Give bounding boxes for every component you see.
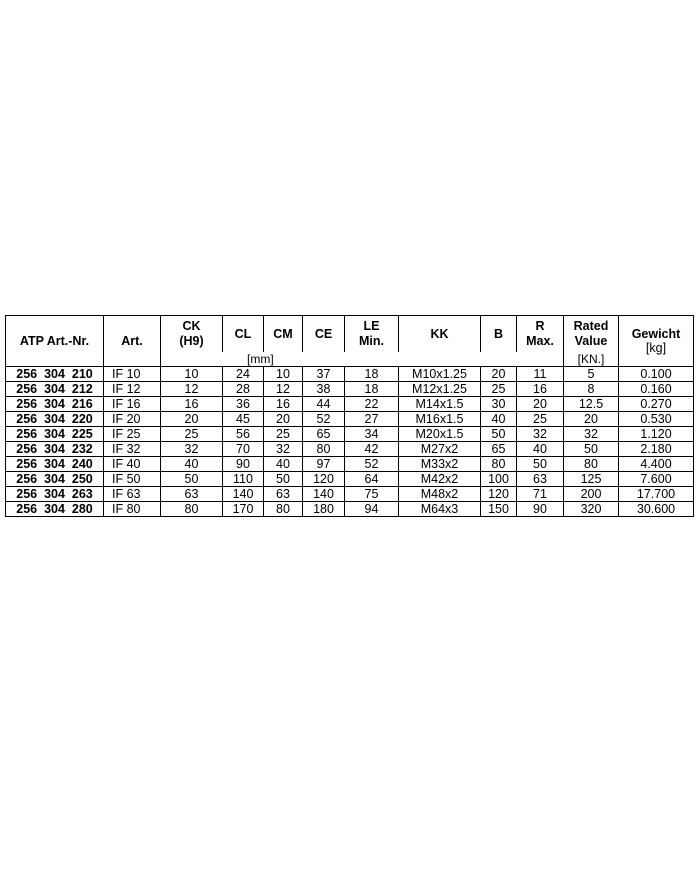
- cell-cl: 90: [223, 457, 264, 472]
- table-row: [6, 487, 694, 502]
- cell-rated: 5: [564, 367, 619, 382]
- cell-ck: 12: [161, 382, 223, 397]
- cell-cl: 70: [223, 442, 264, 457]
- cell-art: IF 63: [104, 487, 161, 502]
- cell-gewicht: 0.530: [619, 412, 694, 427]
- cell-r: 40: [517, 442, 564, 457]
- cell-art: IF 16: [104, 397, 161, 412]
- cell-gewicht: 17.700: [619, 487, 694, 502]
- col-header-b: B: [481, 316, 517, 353]
- table-row: [6, 502, 694, 517]
- cell-atp: 256 304 216: [6, 397, 104, 412]
- cell-r: 50: [517, 457, 564, 472]
- cell-ce: 97: [303, 457, 345, 472]
- cell-ck: 32: [161, 442, 223, 457]
- cell-cm: 32: [264, 442, 303, 457]
- cell-ck: 20: [161, 412, 223, 427]
- cell-b: 40: [481, 412, 517, 427]
- unit-mm: [mm]: [247, 352, 274, 366]
- cell-atp: 256 304 210: [6, 367, 104, 382]
- cell-kk: M42x2: [399, 472, 481, 487]
- cell-gewicht: 7.600: [619, 472, 694, 487]
- cell-b: 30: [481, 397, 517, 412]
- cell-atp: 256 304 212: [6, 382, 104, 397]
- cell-ce: 65: [303, 427, 345, 442]
- col-header-r: R Max.: [517, 316, 564, 353]
- cell-ck: 80: [161, 502, 223, 517]
- cell-le: 34: [345, 427, 399, 442]
- cell-cm: 25: [264, 427, 303, 442]
- cell-atp: 256 304 263: [6, 487, 104, 502]
- spec-table: [5, 315, 694, 517]
- cell-ck: 50: [161, 472, 223, 487]
- cell-kk: M20x1.5: [399, 427, 481, 442]
- cell-b: 25: [481, 382, 517, 397]
- cell-cm: 50: [264, 472, 303, 487]
- cell-rated: 200: [564, 487, 619, 502]
- col-header-cm: CM: [264, 316, 303, 353]
- cell-le: 27: [345, 412, 399, 427]
- cell-atp: 256 304 240: [6, 457, 104, 472]
- unit-kn: [KN.]: [564, 352, 619, 367]
- cell-ce: 180: [303, 502, 345, 517]
- cell-r: 63: [517, 472, 564, 487]
- cell-gewicht: 0.270: [619, 397, 694, 412]
- cell-ce: 37: [303, 367, 345, 382]
- cell-art: IF 50: [104, 472, 161, 487]
- cell-rated: 320: [564, 502, 619, 517]
- cell-gewicht: 2.180: [619, 442, 694, 457]
- cell-le: 52: [345, 457, 399, 472]
- cell-kk: M64x3: [399, 502, 481, 517]
- cell-rated: 80: [564, 457, 619, 472]
- cell-b: 20: [481, 367, 517, 382]
- cell-r: 25: [517, 412, 564, 427]
- cell-le: 18: [345, 382, 399, 397]
- cell-b: 80: [481, 457, 517, 472]
- unit-mm-cell: [161, 352, 564, 367]
- cell-art: IF 80: [104, 502, 161, 517]
- cell-le: 75: [345, 487, 399, 502]
- cell-cl: 36: [223, 397, 264, 412]
- col-header-rated: Rated Value: [564, 316, 619, 353]
- col-header-cl: CL: [223, 316, 264, 353]
- cell-cl: 170: [223, 502, 264, 517]
- cell-atp: 256 304 220: [6, 412, 104, 427]
- cell-r: 32: [517, 427, 564, 442]
- cell-kk: M16x1.5: [399, 412, 481, 427]
- cell-art: IF 40: [104, 457, 161, 472]
- col-header-le: LE Min.: [345, 316, 399, 353]
- cell-kk: M12x1.25: [399, 382, 481, 397]
- cell-gewicht: 4.400: [619, 457, 694, 472]
- cell-art: IF 25: [104, 427, 161, 442]
- cell-cl: 45: [223, 412, 264, 427]
- cell-rated: 50: [564, 442, 619, 457]
- cell-le: 42: [345, 442, 399, 457]
- cell-gewicht: 0.160: [619, 382, 694, 397]
- cell-b: 50: [481, 427, 517, 442]
- cell-gewicht: 1.120: [619, 427, 694, 442]
- cell-gewicht: 30.600: [619, 502, 694, 517]
- cell-r: 71: [517, 487, 564, 502]
- cell-rated: 32: [564, 427, 619, 442]
- cell-r: 16: [517, 382, 564, 397]
- cell-cl: 24: [223, 367, 264, 382]
- cell-cm: 63: [264, 487, 303, 502]
- col-header-gewicht: Gewicht [kg]: [619, 316, 694, 367]
- cell-art: IF 10: [104, 367, 161, 382]
- cell-rated: 125: [564, 472, 619, 487]
- col-header-ck: CK (H9): [161, 316, 223, 353]
- cell-ck: 63: [161, 487, 223, 502]
- table-row: [6, 367, 694, 382]
- cell-ce: 44: [303, 397, 345, 412]
- cell-rated: 8: [564, 382, 619, 397]
- cell-ck: 10: [161, 367, 223, 382]
- cell-art: IF 20: [104, 412, 161, 427]
- cell-kk: M48x2: [399, 487, 481, 502]
- cell-atp: 256 304 250: [6, 472, 104, 487]
- cell-atp: 256 304 225: [6, 427, 104, 442]
- cell-b: 100: [481, 472, 517, 487]
- table-row: [6, 397, 694, 412]
- cell-r: 20: [517, 397, 564, 412]
- cell-cm: 10: [264, 367, 303, 382]
- cell-cl: 110: [223, 472, 264, 487]
- cell-r: 90: [517, 502, 564, 517]
- cell-cl: 56: [223, 427, 264, 442]
- cell-ce: 52: [303, 412, 345, 427]
- table-row: [6, 442, 694, 457]
- cell-ce: 80: [303, 442, 345, 457]
- cell-le: 94: [345, 502, 399, 517]
- cell-art: IF 32: [104, 442, 161, 457]
- cell-gewicht: 0.100: [619, 367, 694, 382]
- cell-ce: 38: [303, 382, 345, 397]
- cell-cm: 80: [264, 502, 303, 517]
- cell-art: IF 12: [104, 382, 161, 397]
- table-body: [6, 367, 694, 517]
- col-header-art: Art.: [104, 316, 161, 367]
- header-row: [6, 316, 694, 353]
- table-row: [6, 472, 694, 487]
- cell-kk: M27x2: [399, 442, 481, 457]
- cell-b: 120: [481, 487, 517, 502]
- cell-cl: 28: [223, 382, 264, 397]
- col-header-atp: ATP Art.-Nr.: [6, 316, 104, 367]
- cell-kk: M33x2: [399, 457, 481, 472]
- cell-le: 18: [345, 367, 399, 382]
- cell-rated: 12.5: [564, 397, 619, 412]
- cell-cm: 20: [264, 412, 303, 427]
- cell-b: 150: [481, 502, 517, 517]
- cell-cm: 40: [264, 457, 303, 472]
- cell-le: 22: [345, 397, 399, 412]
- table-row: [6, 427, 694, 442]
- cell-cm: 16: [264, 397, 303, 412]
- cell-cl: 140: [223, 487, 264, 502]
- cell-ck: 40: [161, 457, 223, 472]
- cell-b: 65: [481, 442, 517, 457]
- cell-ce: 120: [303, 472, 345, 487]
- cell-ck: 25: [161, 427, 223, 442]
- table-row: [6, 412, 694, 427]
- table-row: [6, 382, 694, 397]
- cell-cm: 12: [264, 382, 303, 397]
- cell-kk: M10x1.25: [399, 367, 481, 382]
- cell-le: 64: [345, 472, 399, 487]
- cell-atp: 256 304 232: [6, 442, 104, 457]
- cell-atp: 256 304 280: [6, 502, 104, 517]
- cell-ce: 140: [303, 487, 345, 502]
- col-header-ce: CE: [303, 316, 345, 353]
- cell-rated: 20: [564, 412, 619, 427]
- cell-r: 11: [517, 367, 564, 382]
- cell-kk: M14x1.5: [399, 397, 481, 412]
- col-header-kk: KK: [399, 316, 481, 353]
- table-row: [6, 457, 694, 472]
- cell-ck: 16: [161, 397, 223, 412]
